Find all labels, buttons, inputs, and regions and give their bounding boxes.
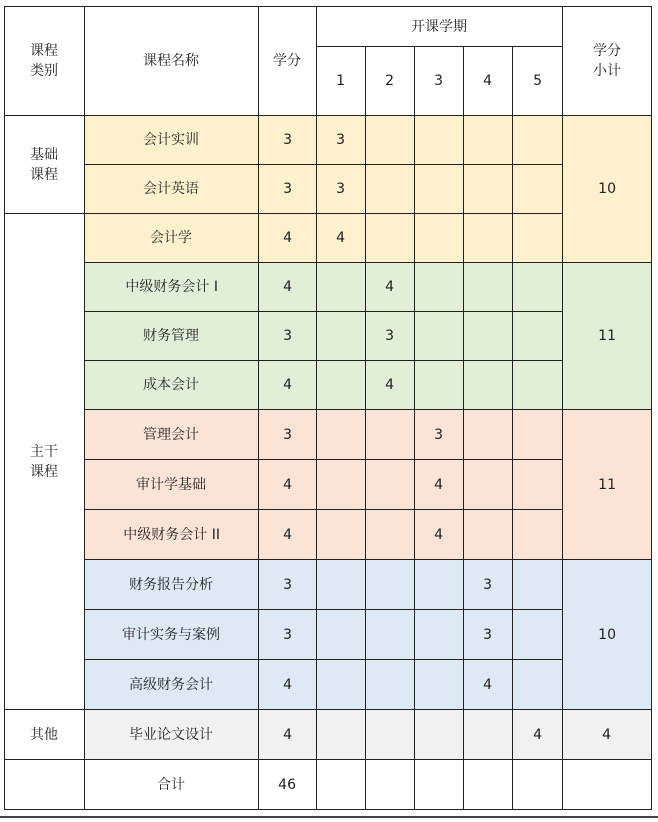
cell-course-name: 毕业论文设计 [85, 710, 259, 760]
header-category: 课程 类别 [5, 7, 85, 116]
cell-course-name: 审计实务与案例 [85, 610, 259, 660]
cell-s5 [513, 263, 563, 312]
cell-credit: 3 [259, 165, 317, 214]
cell-s3 [415, 610, 464, 660]
total-credit: 46 [259, 760, 317, 810]
category-basic: 基础 课程 [5, 116, 85, 214]
cell-s5 [513, 660, 563, 710]
cell-s4: 4 [464, 660, 513, 710]
cell-s1: 3 [317, 165, 366, 214]
cell-s5 [513, 116, 563, 165]
cell-credit: 4 [259, 710, 317, 760]
cell-s1 [317, 460, 366, 510]
total-subtotal-empty [563, 760, 652, 810]
cell-s4 [464, 214, 513, 263]
subtotal-group-1: 10 [563, 116, 652, 263]
cell-s2: 4 [366, 263, 415, 312]
cell-course-name: 中级财务会计 I [85, 263, 259, 312]
cell-s4 [464, 410, 513, 460]
header-sem-1: 1 [317, 47, 366, 116]
cell-s5 [513, 214, 563, 263]
cell-credit: 4 [259, 214, 317, 263]
cell-s3 [415, 263, 464, 312]
cell-credit: 3 [259, 312, 317, 361]
cell-credit: 4 [259, 510, 317, 560]
cell-credit: 4 [259, 460, 317, 510]
header-semester: 开课学期 [317, 7, 563, 47]
cell-s2 [366, 460, 415, 510]
cell-course-name: 管理会计 [85, 410, 259, 460]
cell-s2 [366, 560, 415, 610]
header-sem-3: 3 [415, 47, 464, 116]
subtotal-group-5: 4 [563, 710, 652, 760]
cell-s2: 4 [366, 361, 415, 410]
cell-s2 [366, 710, 415, 760]
cell-s1 [317, 710, 366, 760]
total-s3-empty [415, 760, 464, 810]
cell-s4 [464, 510, 513, 560]
cell-s3: 3 [415, 410, 464, 460]
cell-credit: 4 [259, 660, 317, 710]
cell-s5 [513, 410, 563, 460]
category-other: 其他 [5, 710, 85, 760]
total-category-empty [5, 760, 85, 810]
cell-s5 [513, 560, 563, 610]
cell-s5 [513, 165, 563, 214]
cell-s4 [464, 710, 513, 760]
cell-s1 [317, 510, 366, 560]
header-credit: 学分 [259, 7, 317, 116]
cell-s3 [415, 660, 464, 710]
cell-s1 [317, 610, 366, 660]
cell-s4 [464, 312, 513, 361]
cell-course-name: 会计实训 [85, 116, 259, 165]
total-label: 合计 [85, 760, 259, 810]
cell-s3: 4 [415, 510, 464, 560]
cell-s2 [366, 510, 415, 560]
subtotal-group-4: 10 [563, 560, 652, 710]
cell-course-name: 审计学基础 [85, 460, 259, 510]
cell-s3 [415, 361, 464, 410]
cell-s3 [415, 116, 464, 165]
cell-s4: 3 [464, 560, 513, 610]
cell-s2 [366, 610, 415, 660]
cell-course-name: 会计学 [85, 214, 259, 263]
cell-s3 [415, 710, 464, 760]
cell-credit: 4 [259, 263, 317, 312]
category-main: 主干 课程 [5, 214, 85, 710]
cell-course-name: 财务报告分析 [85, 560, 259, 610]
cell-s3 [415, 214, 464, 263]
header-sem-5: 5 [513, 47, 563, 116]
total-s5-empty [513, 760, 563, 810]
cell-course-name: 高级财务会计 [85, 660, 259, 710]
cell-s3 [415, 312, 464, 361]
cell-s4 [464, 361, 513, 410]
total-s2-empty [366, 760, 415, 810]
cell-course-name: 财务管理 [85, 312, 259, 361]
cell-credit: 3 [259, 560, 317, 610]
cell-s2 [366, 165, 415, 214]
cell-s2 [366, 660, 415, 710]
cell-s4 [464, 460, 513, 510]
subtotal-group-3: 11 [563, 410, 652, 560]
cell-credit: 3 [259, 410, 317, 460]
bottom-rule [0, 816, 658, 818]
cell-s2 [366, 116, 415, 165]
cell-s1 [317, 312, 366, 361]
subtotal-group-2: 11 [563, 263, 652, 410]
header-subtotal: 学分 小计 [563, 7, 652, 116]
cell-credit: 3 [259, 116, 317, 165]
cell-s4 [464, 165, 513, 214]
total-s4-empty [464, 760, 513, 810]
total-s1-empty [317, 760, 366, 810]
header-course-name: 课程名称 [85, 7, 259, 116]
cell-course-name: 成本会计 [85, 361, 259, 410]
cell-s1: 4 [317, 214, 366, 263]
cell-s1 [317, 660, 366, 710]
cell-s1 [317, 560, 366, 610]
cell-s3: 4 [415, 460, 464, 510]
cell-credit: 4 [259, 361, 317, 410]
course-table [4, 6, 652, 810]
cell-s5 [513, 460, 563, 510]
cell-s4: 3 [464, 610, 513, 660]
cell-s5 [513, 510, 563, 560]
cell-course-name: 中级财务会计 II [85, 510, 259, 560]
cell-s3 [415, 165, 464, 214]
cell-s4 [464, 116, 513, 165]
header-sem-4: 4 [464, 47, 513, 116]
cell-s2: 3 [366, 312, 415, 361]
cell-s5 [513, 361, 563, 410]
cell-s5: 4 [513, 710, 563, 760]
cell-credit: 3 [259, 610, 317, 660]
header-sem-2: 2 [366, 47, 415, 116]
cell-s5 [513, 610, 563, 660]
cell-s1: 3 [317, 116, 366, 165]
cell-s3 [415, 560, 464, 610]
cell-s4 [464, 263, 513, 312]
cell-s1 [317, 410, 366, 460]
cell-s1 [317, 361, 366, 410]
cell-s2 [366, 214, 415, 263]
cell-s2 [366, 410, 415, 460]
cell-course-name: 会计英语 [85, 165, 259, 214]
cell-s5 [513, 312, 563, 361]
cell-s1 [317, 263, 366, 312]
